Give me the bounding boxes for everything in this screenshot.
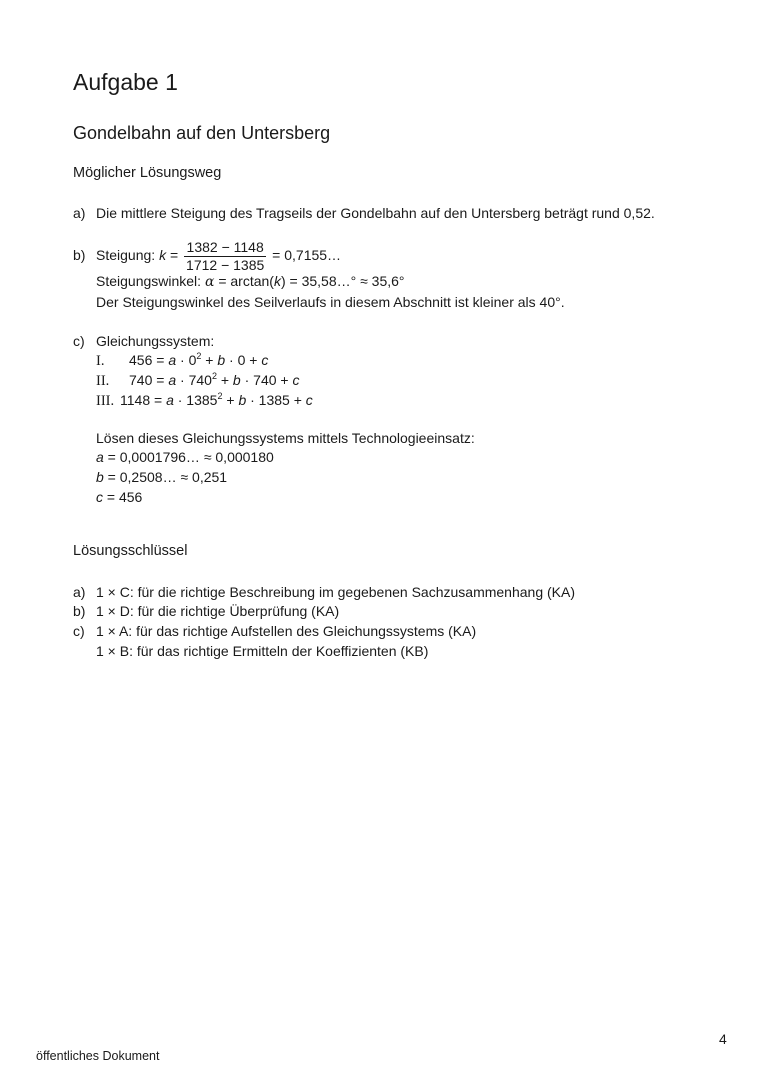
equation-2-exponent: 2 xyxy=(211,371,217,381)
item-a-label: a) xyxy=(73,205,86,221)
key-a-label: a) xyxy=(73,584,86,600)
page-number: 4 xyxy=(719,1031,727,1047)
key-heading: Lösungsschlüssel xyxy=(73,543,188,559)
equation-2-number: II. xyxy=(96,373,110,389)
alpha-symbol: α xyxy=(204,274,215,290)
angle-line xyxy=(96,271,405,292)
solution-a xyxy=(96,447,274,467)
equation-3-term1: · 1385 xyxy=(173,392,218,408)
equation-3-a: a xyxy=(166,392,174,408)
angle-label: Steigungswinkel: xyxy=(96,273,202,289)
equation-2-plus: + xyxy=(216,372,233,388)
item-c-label: c) xyxy=(73,333,85,349)
solution-b xyxy=(96,467,227,487)
fraction-denominator: 1712 − 1385 xyxy=(186,256,265,273)
key-b-text: 1 × D: für die richtige Überprüfung (KA) xyxy=(96,603,340,619)
slope-fraction xyxy=(184,239,266,274)
solution-heading: Möglicher Lösungsweg xyxy=(73,165,222,181)
solve-text: Lösen dieses Gleichungssystems mittels Technologieeinsatz: xyxy=(96,430,475,446)
key-c-text-2: 1 × B: für das richtige Ermitteln der Koeffizienten (KB) xyxy=(96,643,429,659)
equation-1-term1: · 0 xyxy=(176,352,197,368)
equation-3-exponent: 2 xyxy=(217,391,223,401)
solution-c xyxy=(96,487,142,507)
equation-3-c: c xyxy=(305,392,313,408)
item-a-text: Die mittlere Steigung des Tragseils der Gondelbahn auf den Untersberg beträgt rund 0,52. xyxy=(96,205,655,221)
equation-1-number: I. xyxy=(96,353,105,369)
equation-1-exponent: 2 xyxy=(196,351,202,361)
angle-expression-end: ) = 35,58…° ≈ 35,6° xyxy=(280,273,405,289)
angle-conclusion: Der Steigungswinkel des Seilverlaufs in diesem Abschnitt ist kleiner als 40°. xyxy=(96,294,565,310)
solution-b-value: = 0,2508… ≈ 0,251 xyxy=(103,469,228,485)
equals-sign: = xyxy=(169,247,179,263)
solution-c-value: = 456 xyxy=(103,489,143,505)
equation-1-plus: + xyxy=(201,352,218,368)
equation-3-number: III. xyxy=(96,393,115,409)
page-title: Aufgabe 1 xyxy=(73,69,178,95)
equation-2-b: b xyxy=(232,372,241,388)
equation-3 xyxy=(96,390,313,411)
equation-2 xyxy=(96,370,299,391)
solution-c-var: c xyxy=(96,489,103,505)
fraction-numerator: 1382 − 1148 xyxy=(184,239,266,257)
equation-1 xyxy=(96,350,268,371)
key-c-label: c) xyxy=(73,623,85,639)
equation-2-lhs: 740 = xyxy=(129,372,165,388)
slope-result: = 0,7155… xyxy=(272,247,342,263)
slope-line xyxy=(96,238,341,274)
equation-2-c: c xyxy=(292,372,300,388)
key-b-label: b) xyxy=(73,603,86,619)
key-c-text-1: 1 × A: für das richtige Aufstellen des Gleichungssystems (KA) xyxy=(96,623,477,639)
equation-2-term2: · 740 + xyxy=(240,372,293,388)
equation-1-c: c xyxy=(261,352,269,368)
item-b-label: b) xyxy=(73,247,86,263)
equation-3-lhs: 1148 = xyxy=(120,392,163,408)
solution-a-value: = 0,0001796… ≈ 0,000180 xyxy=(103,449,274,465)
equation-1-term2: · 0 + xyxy=(225,352,262,368)
equation-system-intro: Gleichungssystem: xyxy=(96,333,215,349)
equation-3-b: b xyxy=(238,392,247,408)
equation-1-b: b xyxy=(217,352,226,368)
equation-2-a: a xyxy=(168,372,177,388)
solution-b-var: b xyxy=(96,469,104,485)
footer-note: öffentliches Dokument xyxy=(36,1049,160,1063)
equation-2-term1: · 740 xyxy=(176,372,212,388)
equation-3-plus: + xyxy=(222,392,239,408)
solution-a-var: a xyxy=(96,449,104,465)
section-title: Gondelbahn auf den Untersberg xyxy=(73,123,331,143)
slope-label: Steigung: xyxy=(96,247,156,263)
angle-expression-start: = arctan( xyxy=(218,273,274,289)
key-a-text: 1 × C: für die richtige Beschreibung im gegebenen Sachzusammenhang (KA) xyxy=(96,584,575,600)
angle-expression-k: k xyxy=(273,273,281,289)
equation-1-a: a xyxy=(168,352,177,368)
equation-3-term2: · 1385 + xyxy=(246,392,306,408)
equation-1-lhs: 456 = xyxy=(129,352,165,368)
slope-variable: k xyxy=(159,247,167,263)
